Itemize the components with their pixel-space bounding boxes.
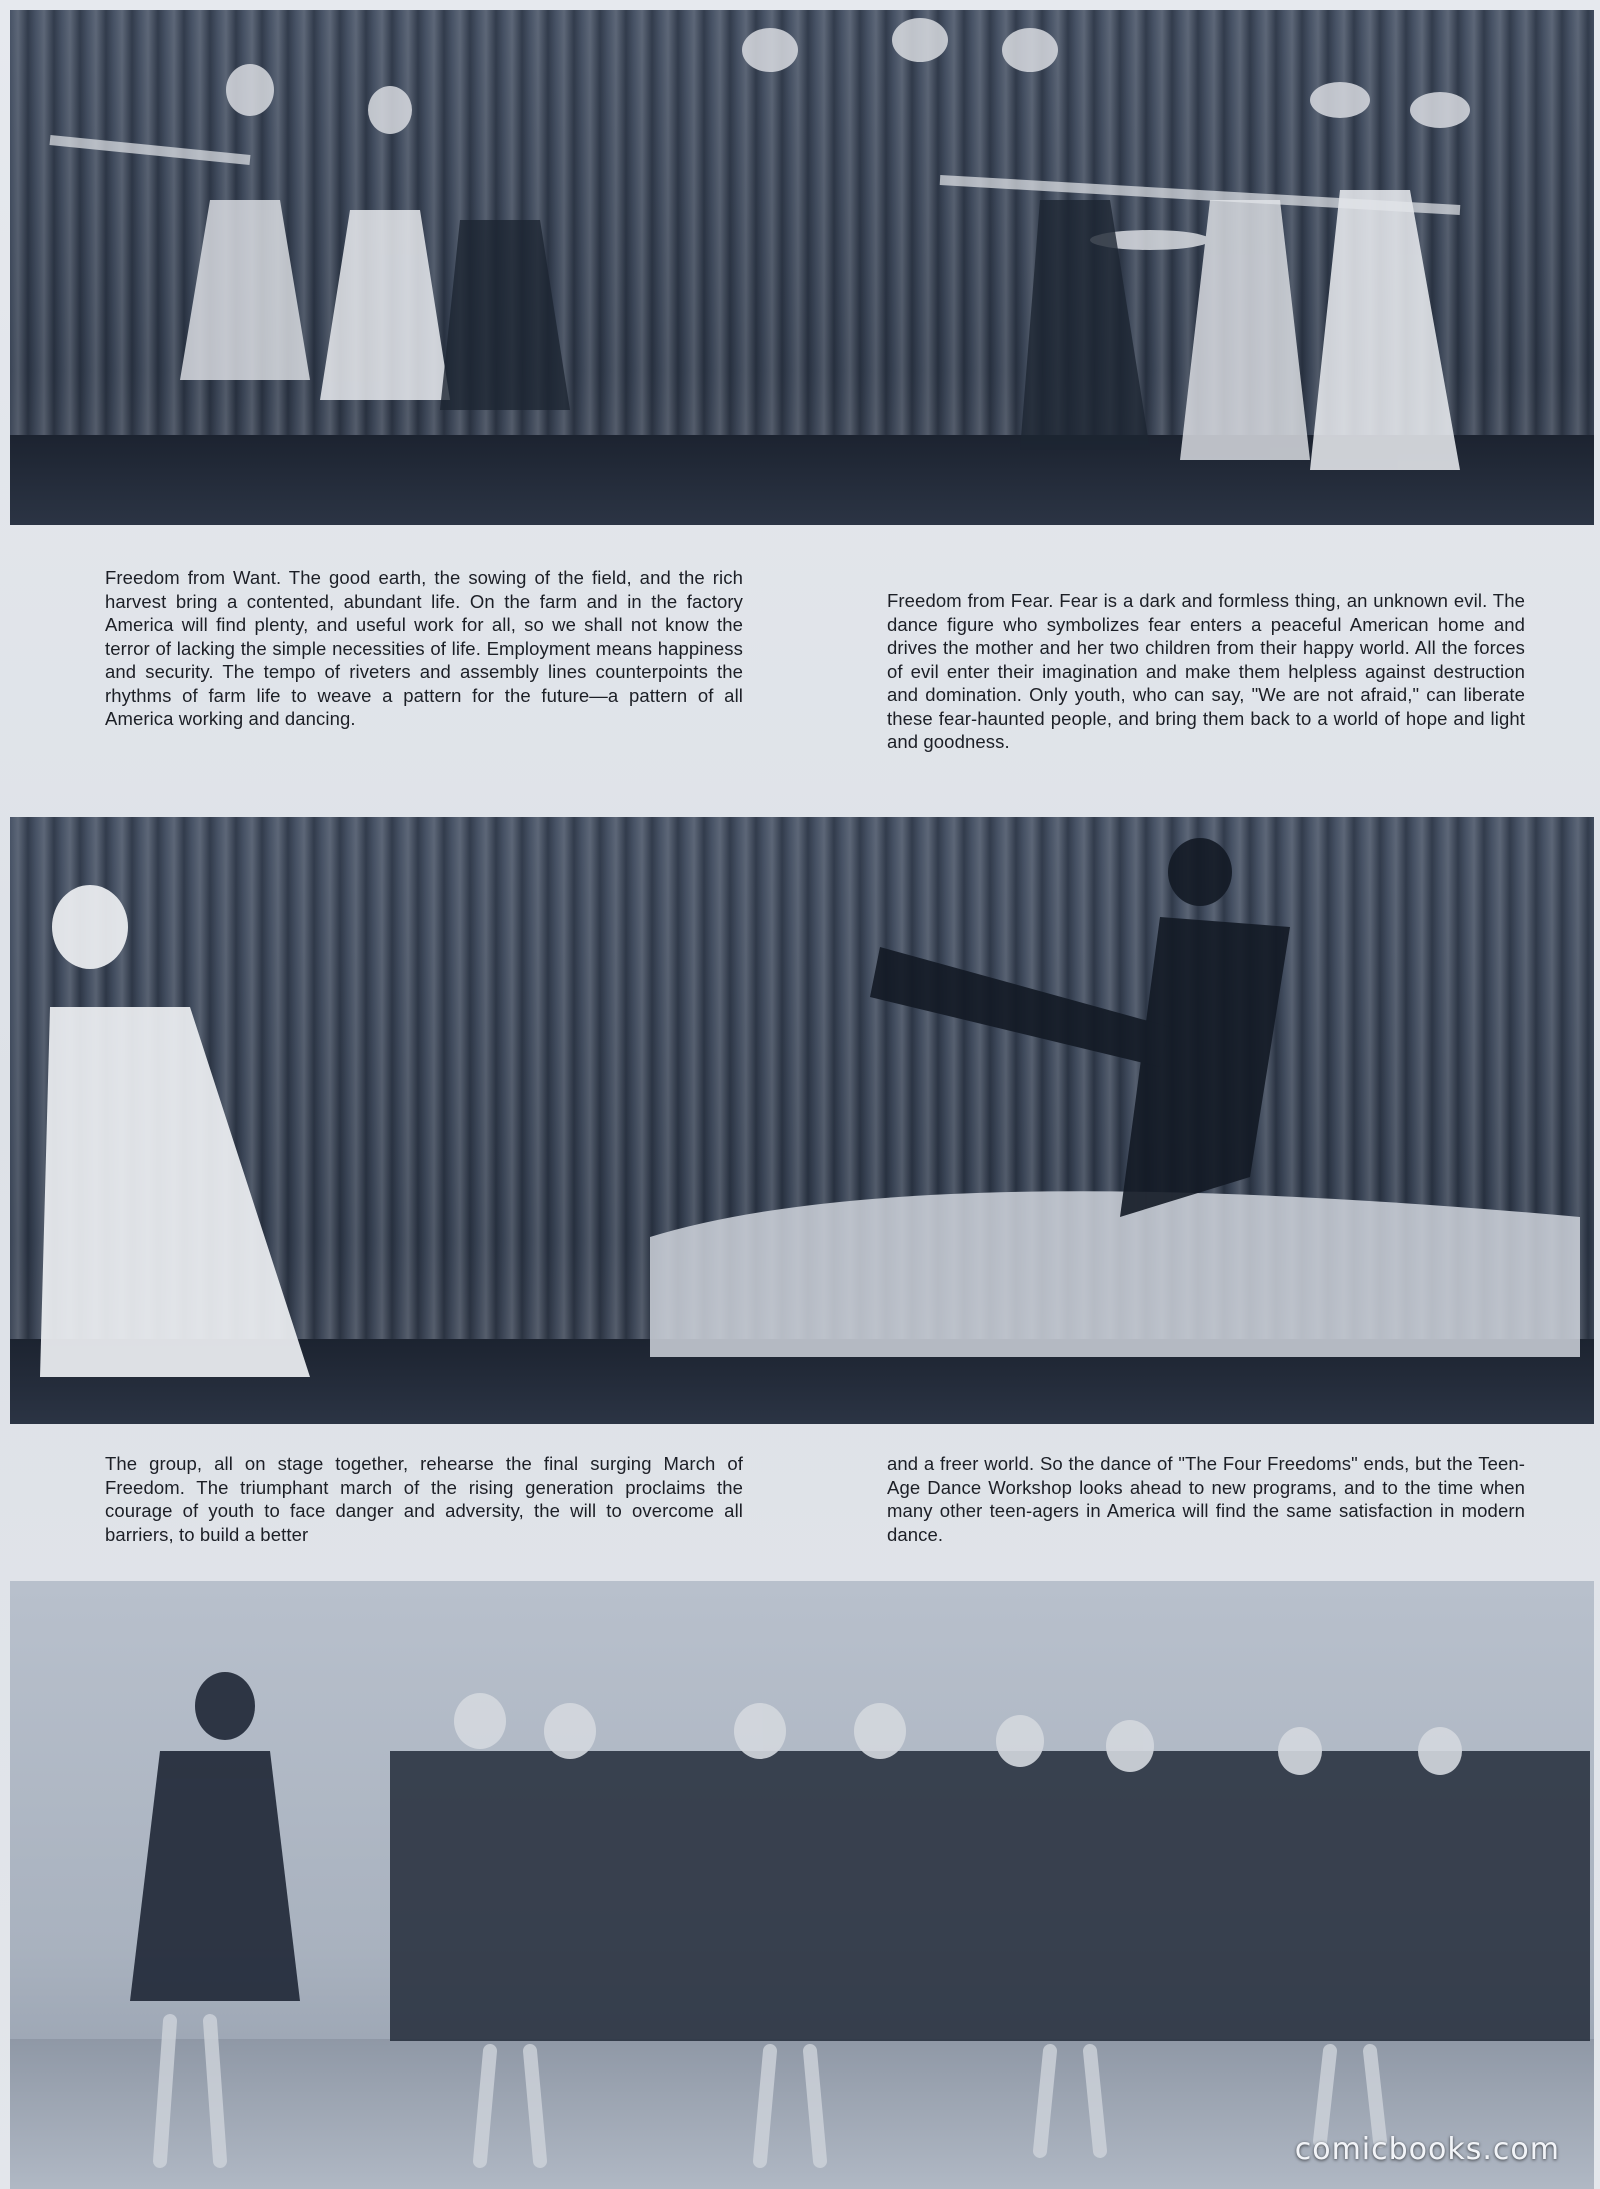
caption-march-of-freedom: The group, all on stage together, rehearse the final surging March of Freedom. The triumphant march of the rising generation proclaims the courage of youth to face danger and adversity, the will to overcome all barriers, to build a better [105, 1453, 743, 1545]
photo-freedom-from-fear [10, 817, 1594, 1424]
caption-four-freedoms-end: and a freer world. So the dance of "The Four Freedoms" ends, but the Teen-Age Dance Workshop looks ahead to new programs, and to the time when many other teen-agers in America will find the same satisfaction in modern dance. [887, 1453, 1525, 1545]
watermark: comicbooks.com [1294, 2132, 1560, 2167]
caption-freedom-from-fear: Freedom from Fear. Fear is a dark and formless thing, an unknown evil. The dance figure who symbolizes fear enters a peaceful American home and drives the mother and her two children from their happy world. All the forces of evil enter their imagination and make them helpless against destruction and domination. Only youth, who can say, "We are not afraid," can liberate these fear-haunted people, and bring them back to a world of hope and light and goodness. [887, 590, 1525, 752]
photo-march-of-freedom [10, 1581, 1594, 2189]
caption-freedom-from-want: Freedom from Want. The good earth, the sowing of the field, and the rich harvest bring a contented, abundant life. On the farm and in the factory America will find plenty, and useful work for all, so we shall not know the terror of lacking the simple necessities of life. Employment means happiness and security. The tempo of riveters and assembly lines counterpoints the rhythms of farm life to weave a pattern for the future—a pattern of all America working and dancing. [105, 567, 743, 729]
dancers-illustration [10, 817, 1594, 1424]
dancers-illustration [10, 10, 1594, 525]
dancers-illustration [10, 1581, 1594, 2189]
photo-freedom-from-want [10, 10, 1594, 525]
